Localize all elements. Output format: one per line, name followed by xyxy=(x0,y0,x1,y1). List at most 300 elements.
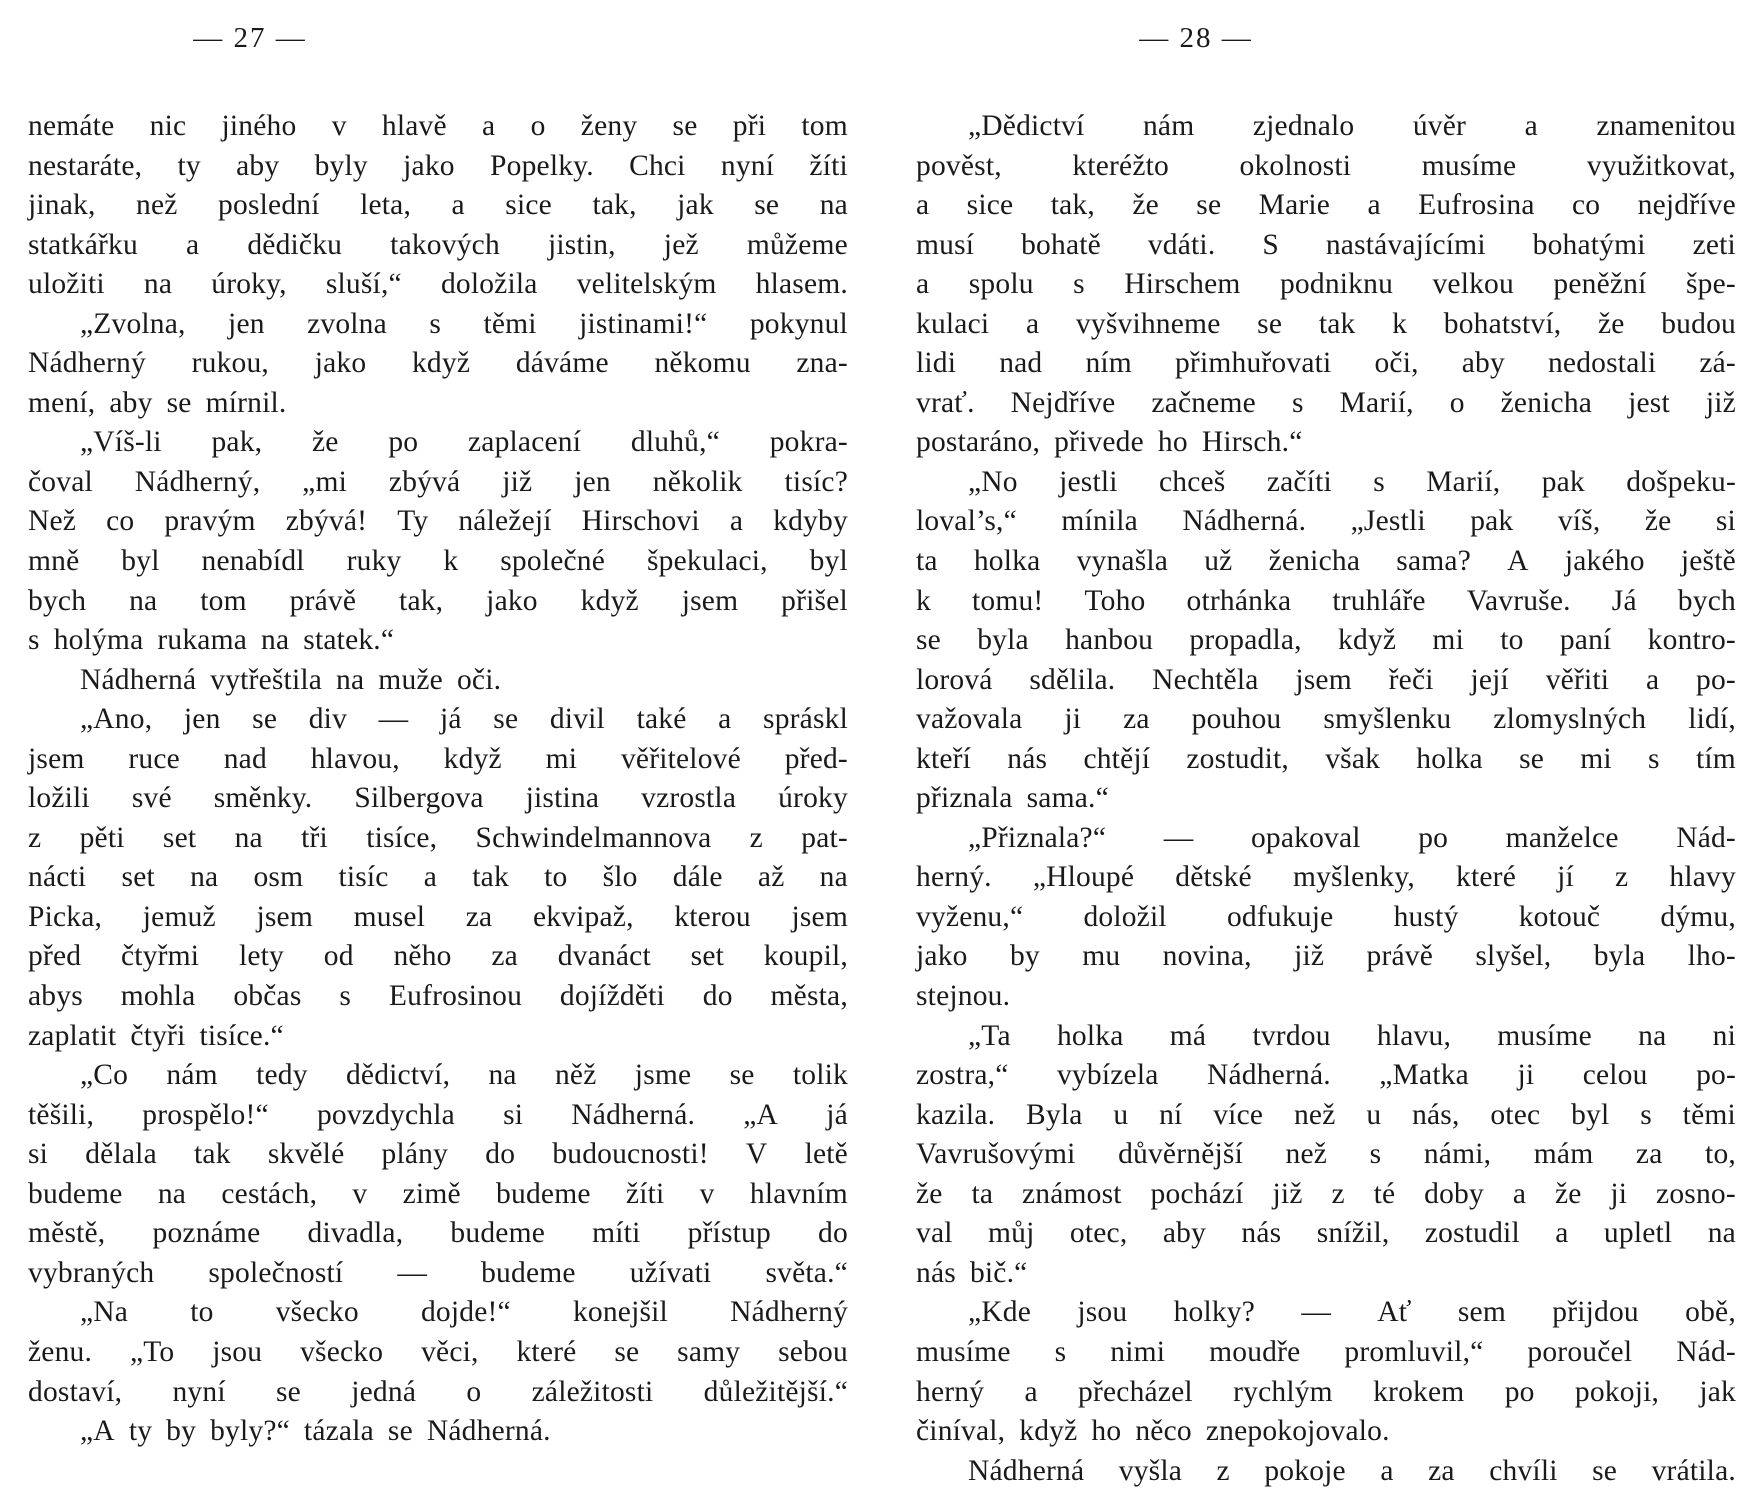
word: tak, xyxy=(1050,189,1095,222)
word: přístup xyxy=(687,1217,771,1250)
word: a xyxy=(423,861,438,894)
text-line xyxy=(916,107,1736,147)
text-line xyxy=(916,423,1736,463)
word: co xyxy=(1572,189,1601,222)
word: kazila. xyxy=(916,1098,996,1131)
word: úroky, xyxy=(211,268,287,301)
word: holky? xyxy=(1173,1296,1256,1329)
word: tisíce, xyxy=(366,821,438,854)
word: byla xyxy=(977,624,1029,657)
text-line xyxy=(916,779,1736,819)
word: o xyxy=(1449,386,1465,419)
word: čtyřmi xyxy=(120,940,200,973)
word: přijdou xyxy=(1552,1296,1639,1329)
word: „A xyxy=(743,1098,779,1131)
word: musí xyxy=(916,228,975,261)
word: tak xyxy=(472,861,509,894)
word: než xyxy=(1293,1098,1336,1131)
text-line xyxy=(28,1214,848,1254)
word: a xyxy=(1555,1217,1569,1250)
word: náležejí xyxy=(458,505,552,538)
word: hustý xyxy=(1393,900,1459,933)
word: doložila xyxy=(440,268,538,301)
word: řeči xyxy=(1388,663,1434,696)
word: míti xyxy=(592,1217,641,1250)
word: zbývá xyxy=(388,465,461,498)
page-right xyxy=(916,0,1736,1500)
word: velkou xyxy=(1432,268,1514,301)
word: záležitosti xyxy=(531,1375,654,1408)
word: v xyxy=(352,1177,368,1210)
word: peněžní xyxy=(1553,268,1647,301)
word: to xyxy=(1500,624,1524,657)
word: doby xyxy=(1424,1177,1484,1210)
text-line xyxy=(28,344,848,384)
word: přišel xyxy=(781,584,848,617)
word: před- xyxy=(784,742,848,775)
word: poroučel xyxy=(1527,1335,1633,1368)
word: doložil xyxy=(1083,900,1167,933)
word: musíme xyxy=(1497,1019,1592,1052)
text-line xyxy=(916,937,1736,977)
word: hlavy xyxy=(1669,861,1736,894)
word: prospělo!“ xyxy=(142,1098,269,1131)
word: jak xyxy=(1699,1375,1736,1408)
word: rukama xyxy=(157,624,248,657)
word: můj xyxy=(988,1217,1035,1250)
word: osm xyxy=(253,861,304,894)
word: jemuž xyxy=(142,900,216,933)
word: o xyxy=(530,110,546,142)
word: mi xyxy=(1580,742,1612,775)
word: přimhuřovati xyxy=(1174,347,1332,380)
word: pokynul xyxy=(749,307,848,340)
word: jako xyxy=(403,149,455,182)
word: Já xyxy=(1611,584,1637,617)
word: Chci xyxy=(629,149,686,182)
word: Nádherný xyxy=(730,1296,848,1329)
word: vybraných xyxy=(28,1256,155,1289)
word: ním xyxy=(1085,347,1132,380)
word: Silbergova xyxy=(354,782,484,815)
word: sama.“ xyxy=(1026,782,1109,815)
word: po- xyxy=(1696,1059,1736,1092)
word: a xyxy=(1512,1177,1527,1210)
word: nad xyxy=(999,347,1043,380)
word: jen xyxy=(574,465,611,498)
text-line xyxy=(28,147,848,187)
text-line xyxy=(916,661,1736,701)
word: mi xyxy=(1432,624,1464,657)
word: abys xyxy=(28,980,83,1013)
word: se xyxy=(729,1059,755,1092)
word: jsme xyxy=(634,1059,692,1092)
word: paní xyxy=(1559,624,1612,657)
word: lety xyxy=(238,940,285,973)
text-line xyxy=(916,819,1736,859)
word: společností xyxy=(208,1256,344,1289)
word: skvělé xyxy=(267,1138,345,1171)
text-line xyxy=(916,1214,1736,1254)
word: muže xyxy=(378,663,443,696)
word: otec xyxy=(1490,1098,1541,1131)
word: těmi xyxy=(1682,1098,1736,1131)
word: na xyxy=(1638,1019,1667,1052)
word: ruky xyxy=(346,545,402,578)
word: zostudil xyxy=(1424,1217,1520,1250)
word: nad xyxy=(223,742,267,775)
word: „Přiznala?“ xyxy=(968,821,1107,854)
word: ni xyxy=(1712,1019,1736,1052)
word: směnky. xyxy=(213,782,313,815)
word: herný. xyxy=(916,861,992,894)
text-line xyxy=(28,898,848,938)
word: se xyxy=(1519,742,1545,775)
word: již xyxy=(1705,386,1736,419)
word: „Jestli xyxy=(1350,505,1426,538)
word: „Ta xyxy=(968,1019,1011,1052)
word: tom xyxy=(801,110,848,142)
word: užívati xyxy=(629,1256,712,1289)
word: byl xyxy=(1571,1098,1610,1131)
word: myšlenky, xyxy=(1292,861,1415,894)
word: na xyxy=(1707,1217,1736,1250)
word: jestli xyxy=(1059,465,1118,498)
word: musíme xyxy=(916,1335,1011,1368)
word: mu xyxy=(1082,940,1121,973)
text-line xyxy=(28,1096,848,1136)
word: jen xyxy=(228,307,265,340)
word: vynašla xyxy=(1076,545,1169,578)
word: jako xyxy=(916,940,968,973)
word: u xyxy=(1113,1098,1129,1131)
word: že xyxy=(916,1177,943,1210)
text-line xyxy=(916,740,1736,780)
word: tom xyxy=(200,584,247,617)
word: dědičku xyxy=(247,228,343,261)
word: Nejdříve xyxy=(1010,386,1116,419)
word: samy xyxy=(677,1335,741,1368)
word: když xyxy=(411,347,471,380)
word: dvanáct xyxy=(557,940,651,973)
word: budoucnosti! xyxy=(552,1138,709,1171)
word: cestách, xyxy=(221,1177,318,1210)
word: právě xyxy=(1366,940,1434,973)
word: sdělila. xyxy=(1029,663,1116,696)
word: a xyxy=(451,189,465,222)
word: uložiti xyxy=(28,268,105,301)
word: „mi xyxy=(302,465,348,498)
word: ta xyxy=(971,1177,994,1210)
word: hlavě xyxy=(381,110,447,142)
word: pak xyxy=(1470,505,1514,538)
word: tisíc xyxy=(338,861,389,894)
word: „No xyxy=(968,465,1018,498)
word: statkářku xyxy=(28,228,138,261)
word: se xyxy=(275,1375,301,1408)
word: u xyxy=(1366,1098,1382,1131)
word: má xyxy=(1169,1019,1207,1052)
word: jsem xyxy=(1295,663,1352,696)
word: byla xyxy=(1593,940,1646,973)
word: čoval xyxy=(28,465,93,498)
text-line xyxy=(28,740,848,780)
word: kdyby xyxy=(773,505,848,538)
word: již xyxy=(1294,940,1325,973)
word: ruce xyxy=(128,742,180,775)
word: ji xyxy=(1517,1059,1535,1092)
word: statek.“ xyxy=(303,624,395,657)
word: tvrdou xyxy=(1252,1019,1331,1052)
word: přecházel xyxy=(1078,1375,1193,1408)
word: něco xyxy=(1135,1415,1192,1448)
word: nás, xyxy=(1412,1098,1460,1131)
word: žíti xyxy=(625,1177,665,1210)
word: rukou, xyxy=(191,347,270,380)
text-line xyxy=(28,858,848,898)
word: poznáme xyxy=(152,1217,261,1250)
text-line xyxy=(28,1017,848,1057)
text-line xyxy=(916,621,1736,661)
word: právě xyxy=(289,584,357,617)
word: musel xyxy=(353,900,426,933)
word: tak xyxy=(194,1138,231,1171)
word: úvěr xyxy=(1412,110,1467,142)
word: těšili, xyxy=(28,1098,95,1131)
word: takových xyxy=(390,228,500,261)
word: aby xyxy=(109,386,153,419)
word: jako xyxy=(486,584,538,617)
word: lidi xyxy=(916,347,957,380)
word: Nádherná xyxy=(968,1454,1085,1487)
word: více xyxy=(1213,1098,1264,1131)
word: už xyxy=(1204,545,1233,578)
word: jest xyxy=(1628,386,1670,419)
word: sama? xyxy=(1396,545,1471,578)
word: něž xyxy=(554,1059,597,1092)
word: dostaví, xyxy=(28,1375,123,1408)
word: již xyxy=(1272,1177,1303,1210)
text-line xyxy=(916,265,1736,305)
word: se xyxy=(252,703,278,736)
text-line xyxy=(916,1412,1736,1452)
text-line xyxy=(28,107,848,147)
word: S xyxy=(1262,228,1279,261)
word: tázala xyxy=(303,1415,374,1448)
text-line xyxy=(28,779,848,819)
text-line xyxy=(28,1293,848,1333)
word: dělala xyxy=(85,1138,157,1171)
word: sluší,“ xyxy=(325,268,402,301)
word: Hirschovi xyxy=(581,505,700,538)
word: že xyxy=(1597,307,1625,340)
word: tři xyxy=(301,821,328,854)
text-line xyxy=(916,977,1736,1017)
word: „Kde xyxy=(968,1296,1032,1329)
word: ženicha xyxy=(1268,545,1361,578)
word: o xyxy=(466,1375,482,1408)
word: zá- xyxy=(1699,347,1736,380)
word: na xyxy=(819,861,848,894)
word: na xyxy=(261,624,290,657)
word: to xyxy=(190,1296,214,1329)
word: v xyxy=(331,110,347,142)
word: „To xyxy=(129,1335,175,1368)
word: jako xyxy=(314,347,367,380)
word: které xyxy=(1456,861,1516,894)
word: Vavruše. xyxy=(1466,584,1571,617)
word: nyní xyxy=(720,149,775,182)
word: upletl xyxy=(1603,1217,1673,1250)
word: za xyxy=(1428,1454,1455,1487)
word: Hirsch.“ xyxy=(1201,426,1303,459)
text-line xyxy=(28,582,848,622)
text-line xyxy=(916,502,1736,542)
word: vyšla xyxy=(1118,1454,1183,1487)
word: by xyxy=(1009,940,1040,973)
word: někomu xyxy=(654,347,751,380)
word: a xyxy=(1524,110,1538,142)
word: lidí, xyxy=(1688,703,1736,736)
word: aby xyxy=(236,149,280,182)
text-line xyxy=(28,1056,848,1096)
word: šlo xyxy=(602,861,638,894)
word: se xyxy=(754,189,780,222)
word: zostudit, xyxy=(1186,742,1289,775)
word: sice xyxy=(505,189,552,222)
word: věřiti xyxy=(1545,663,1610,696)
text-line xyxy=(916,147,1736,187)
word: letě xyxy=(804,1138,848,1171)
text-line xyxy=(28,1373,848,1413)
word: sem xyxy=(1457,1296,1506,1329)
word: sebou xyxy=(778,1335,848,1368)
word: „Hloupé xyxy=(1032,861,1135,894)
word: to, xyxy=(1705,1138,1736,1171)
word: celou xyxy=(1582,1059,1648,1092)
text-line xyxy=(28,226,848,266)
word: a xyxy=(1025,307,1040,340)
word: val xyxy=(916,1217,953,1250)
word: využitkovat, xyxy=(1586,149,1736,182)
word: občas xyxy=(233,980,302,1013)
word: Marií, xyxy=(1339,386,1414,419)
word: z xyxy=(749,821,763,854)
word: zlomyslných xyxy=(1493,703,1647,736)
word: musíme xyxy=(1421,149,1517,182)
word: dědictví, xyxy=(345,1059,451,1092)
word: opakoval xyxy=(1250,821,1361,854)
word: zeti xyxy=(1692,228,1736,261)
word: s xyxy=(1373,465,1385,498)
word: ho xyxy=(1157,426,1188,459)
word: jedná xyxy=(351,1375,417,1408)
word: tolik xyxy=(792,1059,848,1092)
word: s xyxy=(1648,742,1660,775)
word: koupil, xyxy=(763,940,848,973)
word: na xyxy=(819,189,848,222)
word: byl xyxy=(121,545,160,578)
text-line xyxy=(28,661,848,701)
page-number: — 28 — xyxy=(1139,22,1253,54)
word: dojde!“ xyxy=(420,1296,511,1329)
word: po xyxy=(388,426,419,459)
text-line xyxy=(916,186,1736,226)
page-left xyxy=(28,0,848,1500)
word: věřitelové xyxy=(620,742,741,775)
word: ženicha xyxy=(1500,386,1593,419)
word: a xyxy=(482,110,496,142)
word: bohatými xyxy=(1532,228,1646,261)
text-line xyxy=(916,1056,1736,1096)
word: víš, xyxy=(1557,505,1601,538)
text-line xyxy=(916,898,1736,938)
word: si xyxy=(503,1098,524,1131)
word: ženu. xyxy=(28,1335,93,1368)
word: Byla xyxy=(1026,1098,1083,1131)
word: se xyxy=(166,386,192,419)
word: mně xyxy=(28,545,80,578)
word: a xyxy=(1367,189,1381,222)
word: které xyxy=(516,1335,577,1368)
word: a xyxy=(916,189,930,222)
word: to xyxy=(544,861,568,894)
word: nácti xyxy=(28,861,87,894)
word: za xyxy=(1635,1138,1663,1171)
word: za xyxy=(1123,703,1150,736)
word: povzdychla xyxy=(316,1098,455,1131)
word: budou xyxy=(1661,307,1736,340)
word: lho- xyxy=(1687,940,1736,973)
word: na xyxy=(143,268,173,301)
word: — xyxy=(378,703,409,736)
word: pěti xyxy=(79,821,125,854)
word: „Zvolna, xyxy=(80,307,186,340)
word: ještě xyxy=(1680,545,1736,578)
word: Vavrušovými xyxy=(916,1138,1076,1171)
word: a xyxy=(1024,1375,1038,1408)
word: smyšlenku xyxy=(1323,703,1452,736)
word: by xyxy=(166,1415,197,1448)
word: na xyxy=(129,584,158,617)
word: mohla xyxy=(120,980,196,1013)
word: zaplacení xyxy=(467,426,582,459)
text-line xyxy=(916,582,1736,622)
word: novina, xyxy=(1162,940,1252,973)
word: mení, xyxy=(28,386,96,419)
word: před xyxy=(28,940,82,973)
word: co xyxy=(106,505,135,538)
word: „Dědictví xyxy=(968,110,1085,142)
word: budeme xyxy=(481,1256,576,1289)
word: z xyxy=(1614,861,1629,894)
word: okolnosti xyxy=(1239,149,1352,182)
word: jsem xyxy=(791,900,848,933)
word: Popelky. xyxy=(490,149,594,182)
word: „Víš-li xyxy=(80,426,162,459)
word: vrátila. xyxy=(1651,1454,1736,1487)
word: ženy xyxy=(580,110,638,142)
word: jistin, xyxy=(547,228,616,261)
word: jistinami!“ xyxy=(579,307,708,340)
word: také xyxy=(636,703,687,736)
word: velitelským xyxy=(576,268,717,301)
word: Toho xyxy=(1084,584,1146,617)
word: společné xyxy=(500,545,606,578)
word: do xyxy=(702,980,733,1013)
word: zjednalo xyxy=(1252,110,1355,142)
word: za xyxy=(465,900,493,933)
